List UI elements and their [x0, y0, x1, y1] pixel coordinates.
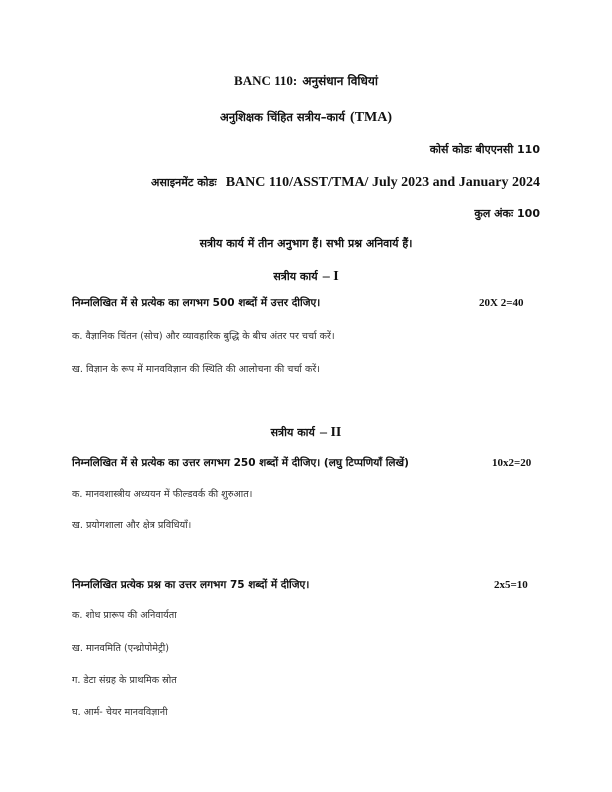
section-2-marks: 10x2=20 [492, 457, 532, 469]
section-3-instruction: निम्नलिखित प्रत्येक प्रश्न का उत्तर लगभग 75 शब्दों में दीजिए। [72, 579, 310, 591]
subtitle-abbr: (TMA) [350, 110, 393, 125]
section-1-title: सत्रीय कार्य [273, 270, 318, 283]
section-3-question-b: ख. मानवमिति (एन्थ्रोपोमेट्री) [72, 643, 170, 654]
course-code-title: BANC 110: [234, 73, 298, 88]
section-1-marks: 20X 2=40 [479, 297, 524, 309]
section-1-question-b: ख. विज्ञान के रूप में मानवविज्ञान की स्थिति की आलोचना की चर्चा करें। [72, 364, 320, 375]
course-name-title: अनुसंधान विधियां [302, 74, 378, 88]
section-2-numeral: – II [319, 425, 342, 440]
section-1-instruction: निम्नलिखित में से प्रत्येक का लगभग 500 शब्दों में उत्तर दीजिए। [72, 297, 321, 309]
section-2-title: सत्रीय कार्य [270, 426, 315, 439]
subtitle-hindi: अनुशिक्षक चिंहित सत्रीय–कार्य [219, 110, 345, 124]
section-1-question-a: क. वैज्ञानिक चिंतन (सोच) और व्यावहारिक बुद्धि के बीच अंतर पर चर्चा करें। [72, 331, 335, 342]
page-title [0, 70, 612, 89]
assignment-code-value: BANC 110/ASST/TMA/ July 2023 and January 2024 [225, 175, 540, 190]
section-2-instruction: निम्नलिखित में से प्रत्येक का उत्तर लगभग 250 शब्दों में दीजिए। (लघु टिप्पणियाँ लिखें) [72, 457, 409, 469]
page-subtitle [0, 106, 612, 126]
section-3-marks: 2x5=10 [494, 579, 528, 591]
section-1-numeral: – I [322, 269, 339, 284]
general-instructions: सत्रीय कार्य में तीन अनुभाग हैं। सभी प्रश्न अनिवार्य हैं। [199, 237, 413, 250]
total-marks: कुल अंकः 100 [474, 207, 540, 220]
section-3-question-c: ग. डेटा संग्रह के प्राथमिक स्रोत [72, 675, 177, 686]
section-1-heading [0, 265, 612, 285]
assignment-code [151, 171, 540, 191]
assignment-code-label: असाइनमेंट कोडः [151, 176, 217, 189]
section-3-question-d: घ. आर्म- चेयर मानवविज्ञानी [72, 707, 168, 718]
course-code: कोर्स कोडः बीएएनसी 110 [429, 143, 540, 156]
section-3-question-a: क. शोध प्रारूप की अनिवार्यता [72, 610, 177, 621]
section-2-heading [0, 421, 612, 441]
section-2-question-b: ख. प्रयोगशाला और क्षेत्र प्रविधियाँ। [72, 520, 192, 531]
section-2-question-a: क. मानवशास्त्रीय अध्ययन में फील्डवर्क की शुरुआत। [72, 489, 253, 500]
